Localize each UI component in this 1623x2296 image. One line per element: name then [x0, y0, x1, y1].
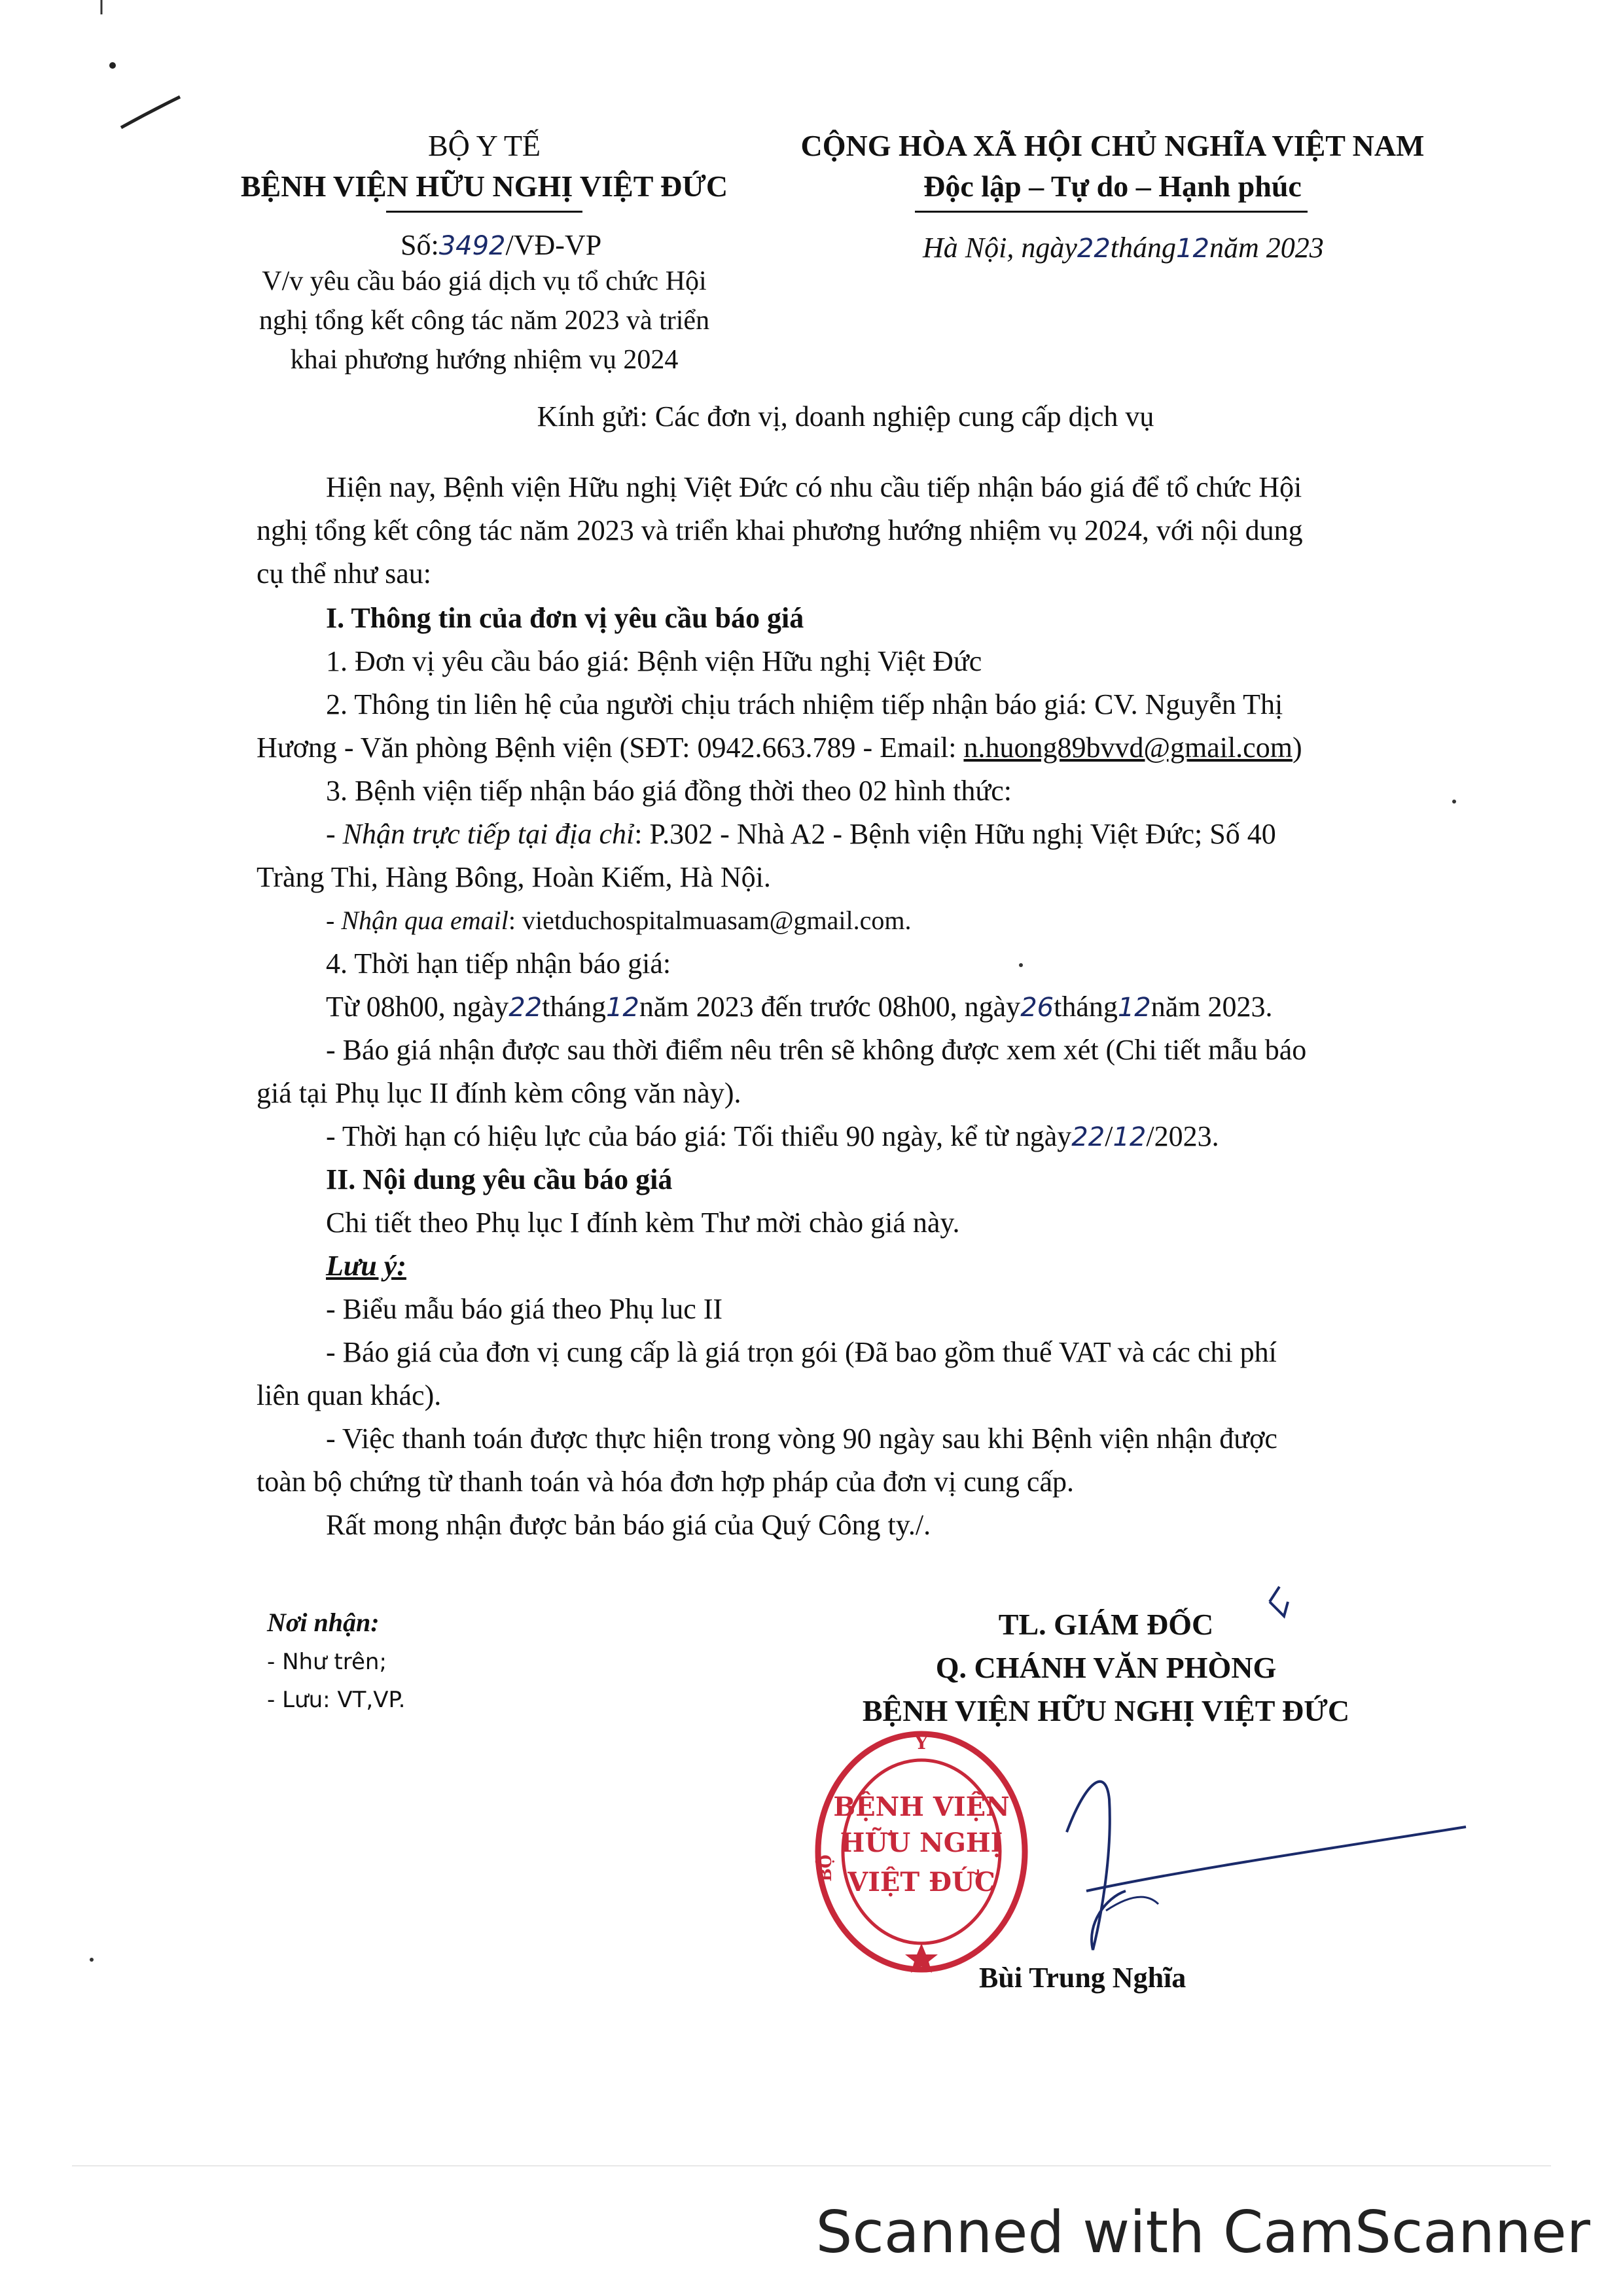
- note-heading: Lưu ý:: [326, 1250, 406, 1282]
- date-place: Hà Nội, ngày: [923, 232, 1077, 264]
- closing-line: Rất mong nhận được bản báo giá của Quý Công ty./.: [326, 1509, 931, 1541]
- section-1-heading: I. Thông tin của đơn vị yêu cầu báo giá: [326, 602, 804, 634]
- country-name: CỘNG HÒA XÃ HỘI CHỦ NGHĨA VIỆT NAM: [800, 129, 1425, 162]
- validity-line: [326, 1115, 1438, 1159]
- late-quote-cont: giá tại Phụ lục II đính kèm công văn này).: [257, 1077, 741, 1109]
- recipients-heading: Nơi nhận:: [267, 1608, 380, 1637]
- note-item-1: - Biểu mẫu báo giá theo Phụ luc II: [326, 1293, 723, 1325]
- note-item-3-cont: toàn bộ chứng từ thanh toán và hóa đơn hợp pháp của đơn vị cung cấp.: [257, 1466, 1074, 1498]
- seal-top-letter: Y: [915, 1732, 928, 1754]
- period-end: năm 2023.: [1150, 991, 1273, 1023]
- date-month-label: tháng: [1110, 232, 1177, 264]
- receive-period-line: [326, 985, 1438, 1029]
- note-item-2: - Báo giá của đơn vị cung cấp là giá trọn gói (Đã bao gồm thuế VAT và các chi phí: [326, 1336, 1277, 1368]
- date-day: 22: [1077, 234, 1111, 264]
- direct-value: : P.302 - Nhà A2 - Bệnh viện Hữu nghị Việt Đức; Số 40: [634, 818, 1276, 850]
- recipients-item: - Lưu: VT,VP.: [267, 1687, 406, 1713]
- doc-no-prefix: Số:: [401, 229, 439, 261]
- validity-month: 12: [1113, 1122, 1147, 1152]
- validity-sep: /: [1105, 1120, 1113, 1152]
- contact-email-link[interactable]: n.huong89bvvd@gmail.com: [963, 732, 1293, 764]
- period-month-label-1: tháng: [542, 991, 606, 1023]
- national-motto: Độc lập – Tự do – Hạnh phúc: [923, 169, 1302, 203]
- period-month-label-2: tháng: [1054, 991, 1118, 1023]
- note-item-2-cont: liên quan khác).: [257, 1379, 442, 1411]
- seal-line-3: VIỆT ĐỨC: [847, 1867, 995, 1898]
- motto-underline: [915, 211, 1308, 213]
- section-2-heading: II. Nội dung yêu cầu báo giá: [326, 1163, 673, 1195]
- camscanner-watermark: Scanned with CamScanner: [815, 2199, 1590, 2266]
- signature-title-3: BỆNH VIỆN HỮU NGHỊ VIỆT ĐỨC: [862, 1694, 1350, 1727]
- intro-line: Hiện nay, Bệnh viện Hữu nghị Việt Đức có nhu cầu tiếp nhận báo giá để tổ chức Hội: [326, 471, 1302, 503]
- hospital-underline: [386, 211, 582, 213]
- direct-label: - Nhận trực tiếp tại địa chỉ: [326, 818, 635, 850]
- period-day-1: 22: [508, 993, 543, 1023]
- seal-line-2: HỮU NGHỊ: [840, 1828, 1003, 1858]
- period-month-1: 12: [605, 993, 639, 1023]
- document-number: [401, 224, 601, 268]
- validity-text: - Thời hạn có hiệu lực của báo giá: Tối thiểu 90 ngày, kể từ ngày: [326, 1120, 1072, 1152]
- intro-line: nghị tổng kết công tác năm 2023 và triển khai phương hướng nhiệm vụ 2024, với nội dung: [257, 514, 1303, 546]
- section-1-item-2-contact: [257, 726, 1435, 769]
- period-day-2: 26: [1020, 993, 1054, 1023]
- period-from: Từ 08h00, ngày: [326, 991, 509, 1023]
- doc-no-suffix: /VĐ-VP: [505, 229, 602, 261]
- validity-day: 22: [1071, 1122, 1105, 1152]
- section-1-item-3: 3. Bệnh viện tiếp nhận báo giá đồng thời theo 02 hình thức:: [326, 775, 1012, 807]
- contact-close: ): [1292, 732, 1302, 764]
- doc-no-handwritten: 3492: [438, 231, 506, 261]
- date-month: 12: [1176, 234, 1209, 264]
- subject-line: V/v yêu cầu báo giá dịch vụ tổ chức Hội: [262, 266, 707, 296]
- handwritten-signature-icon: [851, 1583, 1505, 1989]
- note-item-3: - Việc thanh toán được thực hiện trong vòng 90 ngày sau khi Bệnh viện nhận được: [326, 1422, 1277, 1455]
- contact-text: Hương - Văn phòng Bệnh viện (SĐT: 0942.663.789 - Email:: [257, 732, 964, 764]
- recipients-item: - Như trên;: [267, 1649, 387, 1675]
- email-label: - Nhận qua email: [326, 906, 508, 935]
- date-year: năm 2023: [1209, 232, 1324, 264]
- validity-year: /2023.: [1146, 1120, 1219, 1152]
- subject-line: khai phương hướng nhiệm vụ 2024: [290, 345, 679, 375]
- hospital-name: BỆNH VIỆN HỮU NGHỊ VIỆT ĐỨC: [240, 169, 728, 203]
- subject-line: nghị tổng kết công tác năm 2023 và triển: [259, 306, 710, 336]
- signer-name: Bùi Trung Nghĩa: [979, 1962, 1186, 1994]
- direct-address-line: [326, 813, 1438, 856]
- section-2-detail: Chi tiết theo Phụ lục I đính kèm Thư mời chào giá này.: [326, 1207, 960, 1239]
- email-receive-line: [326, 899, 1438, 942]
- period-month-2: 12: [1117, 993, 1151, 1023]
- email-value[interactable]: : vietduchospitalmuasam@gmail.com.: [508, 906, 912, 935]
- section-1-item-4: 4. Thời hạn tiếp nhận báo giá:: [326, 947, 671, 980]
- document-date: [923, 226, 1324, 270]
- seal-left-letter: BỘ: [816, 1854, 835, 1882]
- seal-line-1: BỆNH VIỆN: [833, 1792, 1010, 1822]
- ministry-name: BỘ Y TẾ: [427, 129, 541, 162]
- direct-address-cont: Tràng Thi, Hàng Bông, Hoàn Kiếm, Hà Nội.: [257, 861, 771, 893]
- recipient-line: Kính gửi: Các đơn vị, doanh nghiệp cung cấp dịch vụ: [537, 400, 1154, 433]
- period-mid: năm 2023 đến trước 08h00, ngày: [639, 991, 1021, 1023]
- signature-title-2: Q. CHÁNH VĂN PHÒNG: [935, 1651, 1277, 1684]
- subject-block: [190, 262, 779, 380]
- intro-line: cụ thể như sau:: [257, 557, 432, 590]
- section-1-item-1: 1. Đơn vị yêu cầu báo giá: Bệnh viện Hữu nghị Việt Đức: [326, 645, 982, 677]
- signature-title-1: TL. GIÁM ĐỐC: [998, 1608, 1214, 1641]
- late-quote-line: - Báo giá nhận được sau thời điểm nêu trên sẽ không được xem xét (Chi tiết mẫu báo: [326, 1034, 1307, 1066]
- section-1-item-2: 2. Thông tin liên hệ của người chịu trách nhiệm tiếp nhận báo giá: CV. Nguyễn Thị: [326, 688, 1283, 720]
